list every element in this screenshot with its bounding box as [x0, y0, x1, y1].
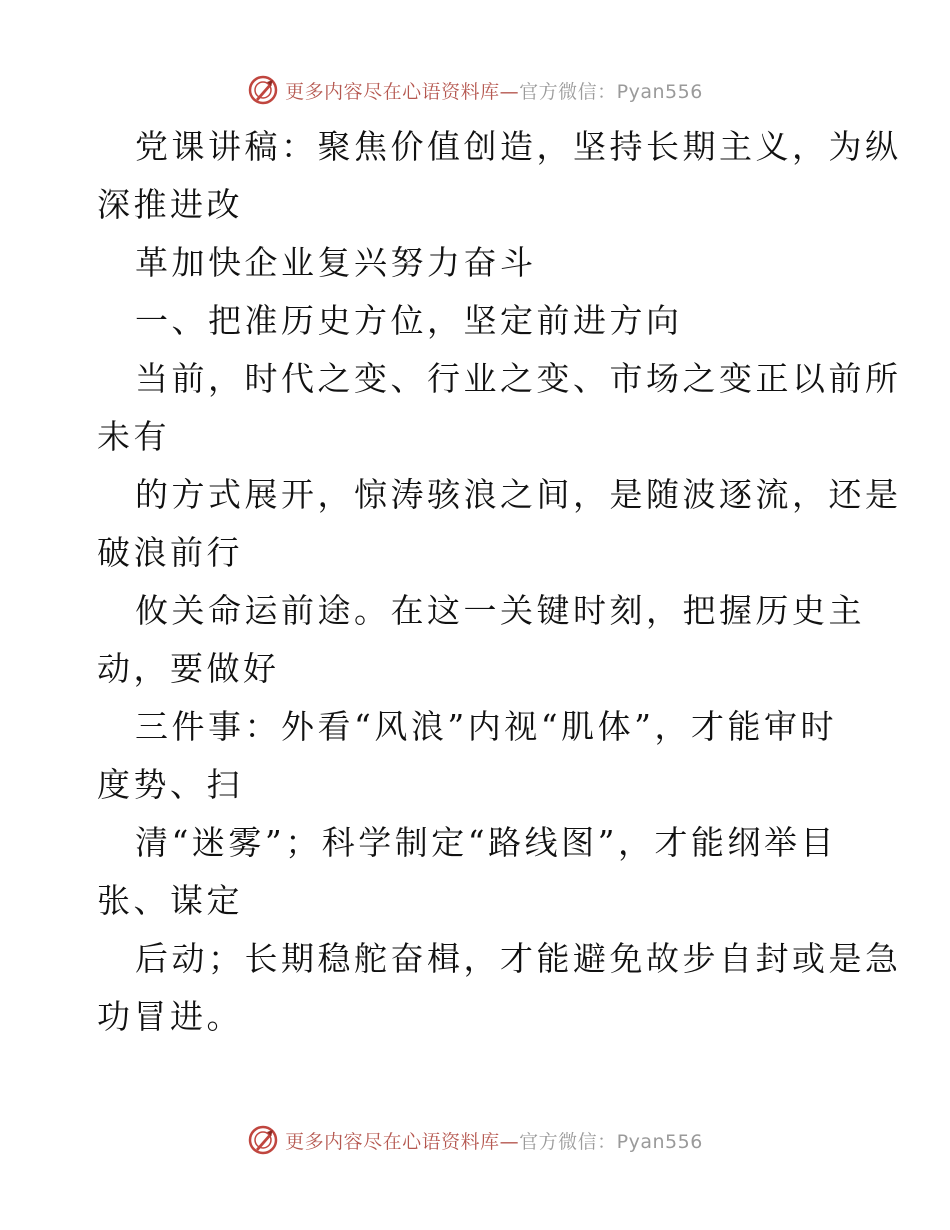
text-line: 三件事：外看“风浪”内视“肌体”，才能审时 [135, 707, 837, 746]
watermark-main: 更多内容尽在心语资料库 [285, 1130, 500, 1153]
pen-logo-icon [247, 74, 279, 106]
text-line: 动，要做好 [97, 649, 280, 688]
text-line: 清“迷雾”；科学制定“路线图”，才能纲举目 [135, 823, 837, 862]
text-line: 破浪前行 [97, 533, 243, 572]
text-line: 度势、扫 [97, 765, 243, 804]
text-line: 后动；长期稳舵奋楫，才能避免故步自封或是急 [135, 939, 902, 978]
watermark-suffix: 官方微信：Pyan556 [519, 80, 703, 103]
watermark-main: 更多内容尽在心语资料库 [285, 80, 500, 103]
text-line: 党课讲稿：聚焦价值创造，坚持长期主义，为纵 [135, 127, 902, 166]
text-line: 攸关命运前途。在这一关键时刻，把握历史主 [135, 591, 865, 630]
text-line: 当前，时代之变、行业之变、市场之变正以前所 [135, 359, 902, 398]
section-heading: 一、把准历史方位，坚定前进方向 [135, 301, 683, 340]
text-line: 深推进改 [97, 185, 243, 224]
pen-logo-icon [247, 1124, 279, 1156]
text-line: 革加快企业复兴努力奋斗 [135, 243, 537, 282]
watermark-suffix: 官方微信：Pyan556 [519, 1130, 703, 1153]
text-line: 功冒进。 [97, 997, 243, 1036]
text-line: 未有 [97, 417, 170, 456]
text-line: 张、谋定 [97, 881, 243, 920]
text-line: 的方式展开，惊涛骇浪之间，是随波逐流，还是 [135, 475, 902, 514]
footer-watermark [0, 1120, 950, 1160]
watermark-text [285, 1127, 703, 1154]
watermark-dash: — [499, 80, 520, 103]
watermark-dash: — [499, 1130, 520, 1153]
document-body [97, 118, 902, 1046]
header-watermark [0, 70, 950, 110]
watermark-text [285, 77, 703, 104]
